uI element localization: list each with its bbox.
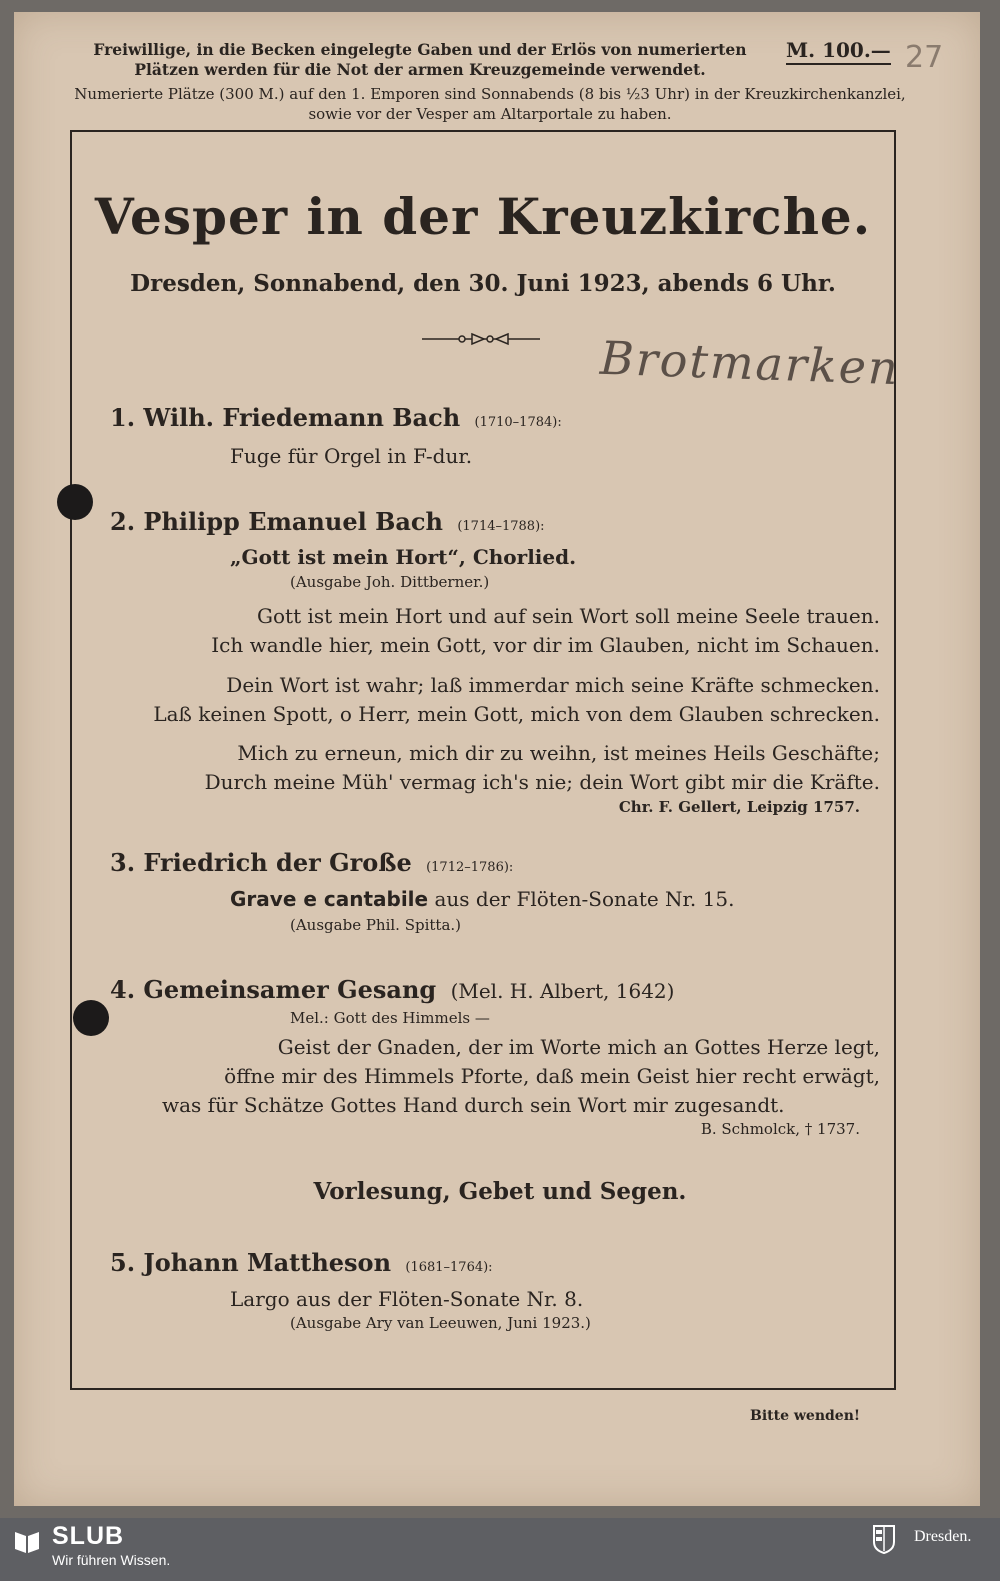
pencil-mark: 27: [905, 40, 944, 75]
punch-hole: [57, 484, 93, 520]
melody-source: (Mel. H. Albert, 1642): [450, 979, 675, 1003]
composer-dates: (1714–1788):: [457, 519, 545, 534]
hymn-line: öffne mir des Himmels Pforte, daß mein Geist hier recht erwägt,: [224, 1064, 880, 1088]
slub-name[interactable]: SLUB: [52, 1522, 125, 1550]
turn-over-note: Bitte wenden!: [750, 1408, 861, 1424]
lyric-line: Ich wandle hier, mein Gott, vor dir im Glauben, nicht im Schauen.: [211, 633, 880, 657]
dresden-name[interactable]: Dresden.: [914, 1528, 972, 1545]
lyric-line: Durch meine Müh' vermag ich's nie; dein Wort gibt mir die Kräfte.: [204, 770, 880, 794]
lyric-line: Gott ist mein Hort und auf sein Wort soll meine Seele trauen.: [257, 604, 880, 628]
item-number: 4.: [110, 975, 136, 1004]
program-item-heading: [110, 1248, 493, 1277]
price-label: M. 100.—: [786, 38, 891, 65]
work-title-rest: aus der Flöten-Sonate Nr. 15.: [428, 887, 735, 911]
page-title: Vesper in der Kreuzkirche.: [94, 187, 872, 246]
work-title: „Gott ist mein Hort“, Chorlied.: [230, 545, 577, 569]
composer-name: Wilh. Friedemann Bach: [143, 403, 461, 432]
item-number: 5.: [110, 1248, 136, 1277]
work-title: Largo aus der Flöten-Sonate Nr. 8.: [230, 1287, 584, 1311]
program-item-heading: [110, 975, 674, 1004]
footer-bar: [0, 1518, 1000, 1581]
liturgy-interlude: Vorlesung, Gebet und Segen.: [313, 1178, 687, 1205]
item-number: 1.: [110, 403, 136, 432]
program-item-heading: [110, 507, 545, 536]
edition-note: (Ausgabe Joh. Dittberner.): [290, 573, 490, 591]
work-title: Fuge für Orgel in F-dur.: [230, 444, 473, 468]
lyric-line: Dein Wort ist wahr; laß immerdar mich seine Kräfte schmecken.: [226, 673, 880, 697]
ornament-icon: [422, 332, 540, 346]
composer-name: Gemeinsamer Gesang: [143, 975, 437, 1004]
program-item-heading: [110, 848, 513, 877]
page-subtitle: Dresden, Sonnabend, den 30. Juni 1923, abends 6 Uhr.: [130, 270, 836, 297]
composer-name: Philipp Emanuel Bach: [143, 507, 443, 536]
punch-hole: [73, 1000, 109, 1036]
hymn-line: Geist der Gnaden, der im Worte mich an Gottes Herze legt,: [277, 1035, 880, 1059]
edition-note: (Ausgabe Ary van Leeuwen, Juni 1923.): [290, 1314, 591, 1332]
composer-name: Friedrich der Große: [143, 848, 412, 877]
composer-name: Johann Mattheson: [143, 1248, 392, 1277]
hymn-line: was für Schätze Gottes Hand durch sein Wort mir zugesandt.: [162, 1093, 785, 1117]
text-author: B. Schmolck, † 1737.: [700, 1120, 860, 1138]
work-title-bold: Grave e cantabile: [230, 887, 429, 911]
composer-dates: (1710–1784):: [474, 415, 562, 430]
text-author: Chr. F. Gellert, Leipzig 1757.: [618, 798, 860, 816]
work-title: [230, 887, 734, 911]
dresden-coat-of-arms-icon: [872, 1524, 896, 1554]
melody-note: Mel.: Gott des Himmels —: [290, 1009, 490, 1027]
program-item-heading: [110, 403, 562, 432]
composer-dates: (1712–1786):: [426, 860, 514, 875]
slub-logo-icon: [12, 1526, 42, 1556]
handwritten-note: Brotmarken: [599, 330, 901, 396]
composer-dates: (1681–1764):: [405, 1260, 493, 1275]
lyric-line: Laß keinen Spott, o Herr, mein Gott, mich von dem Glauben schrecken.: [153, 702, 880, 726]
donation-note: Freiwillige, in die Becken eingelegte Gaben und der Erlös von numerierten Plätzen werden für die Not der armen Kreuzgemeinde verwendet.: [93, 40, 747, 79]
item-number: 3.: [110, 848, 136, 877]
item-number: 2.: [110, 507, 136, 536]
edition-note: (Ausgabe Phil. Spitta.): [290, 916, 462, 934]
seating-note: Numerierte Plätze (300 M.) auf den 1. Emporen sind Sonnabends (8 bis ½3 Uhr) in der Kreuzkirchenkanzlei, sowie vor der Vesper am Altarportale zu haben.: [74, 85, 906, 123]
lyric-line: Mich zu erneun, mich dir zu weihn, ist meines Heils Geschäfte;: [237, 741, 880, 765]
slub-tagline: Wir führen Wissen.: [52, 1552, 171, 1568]
